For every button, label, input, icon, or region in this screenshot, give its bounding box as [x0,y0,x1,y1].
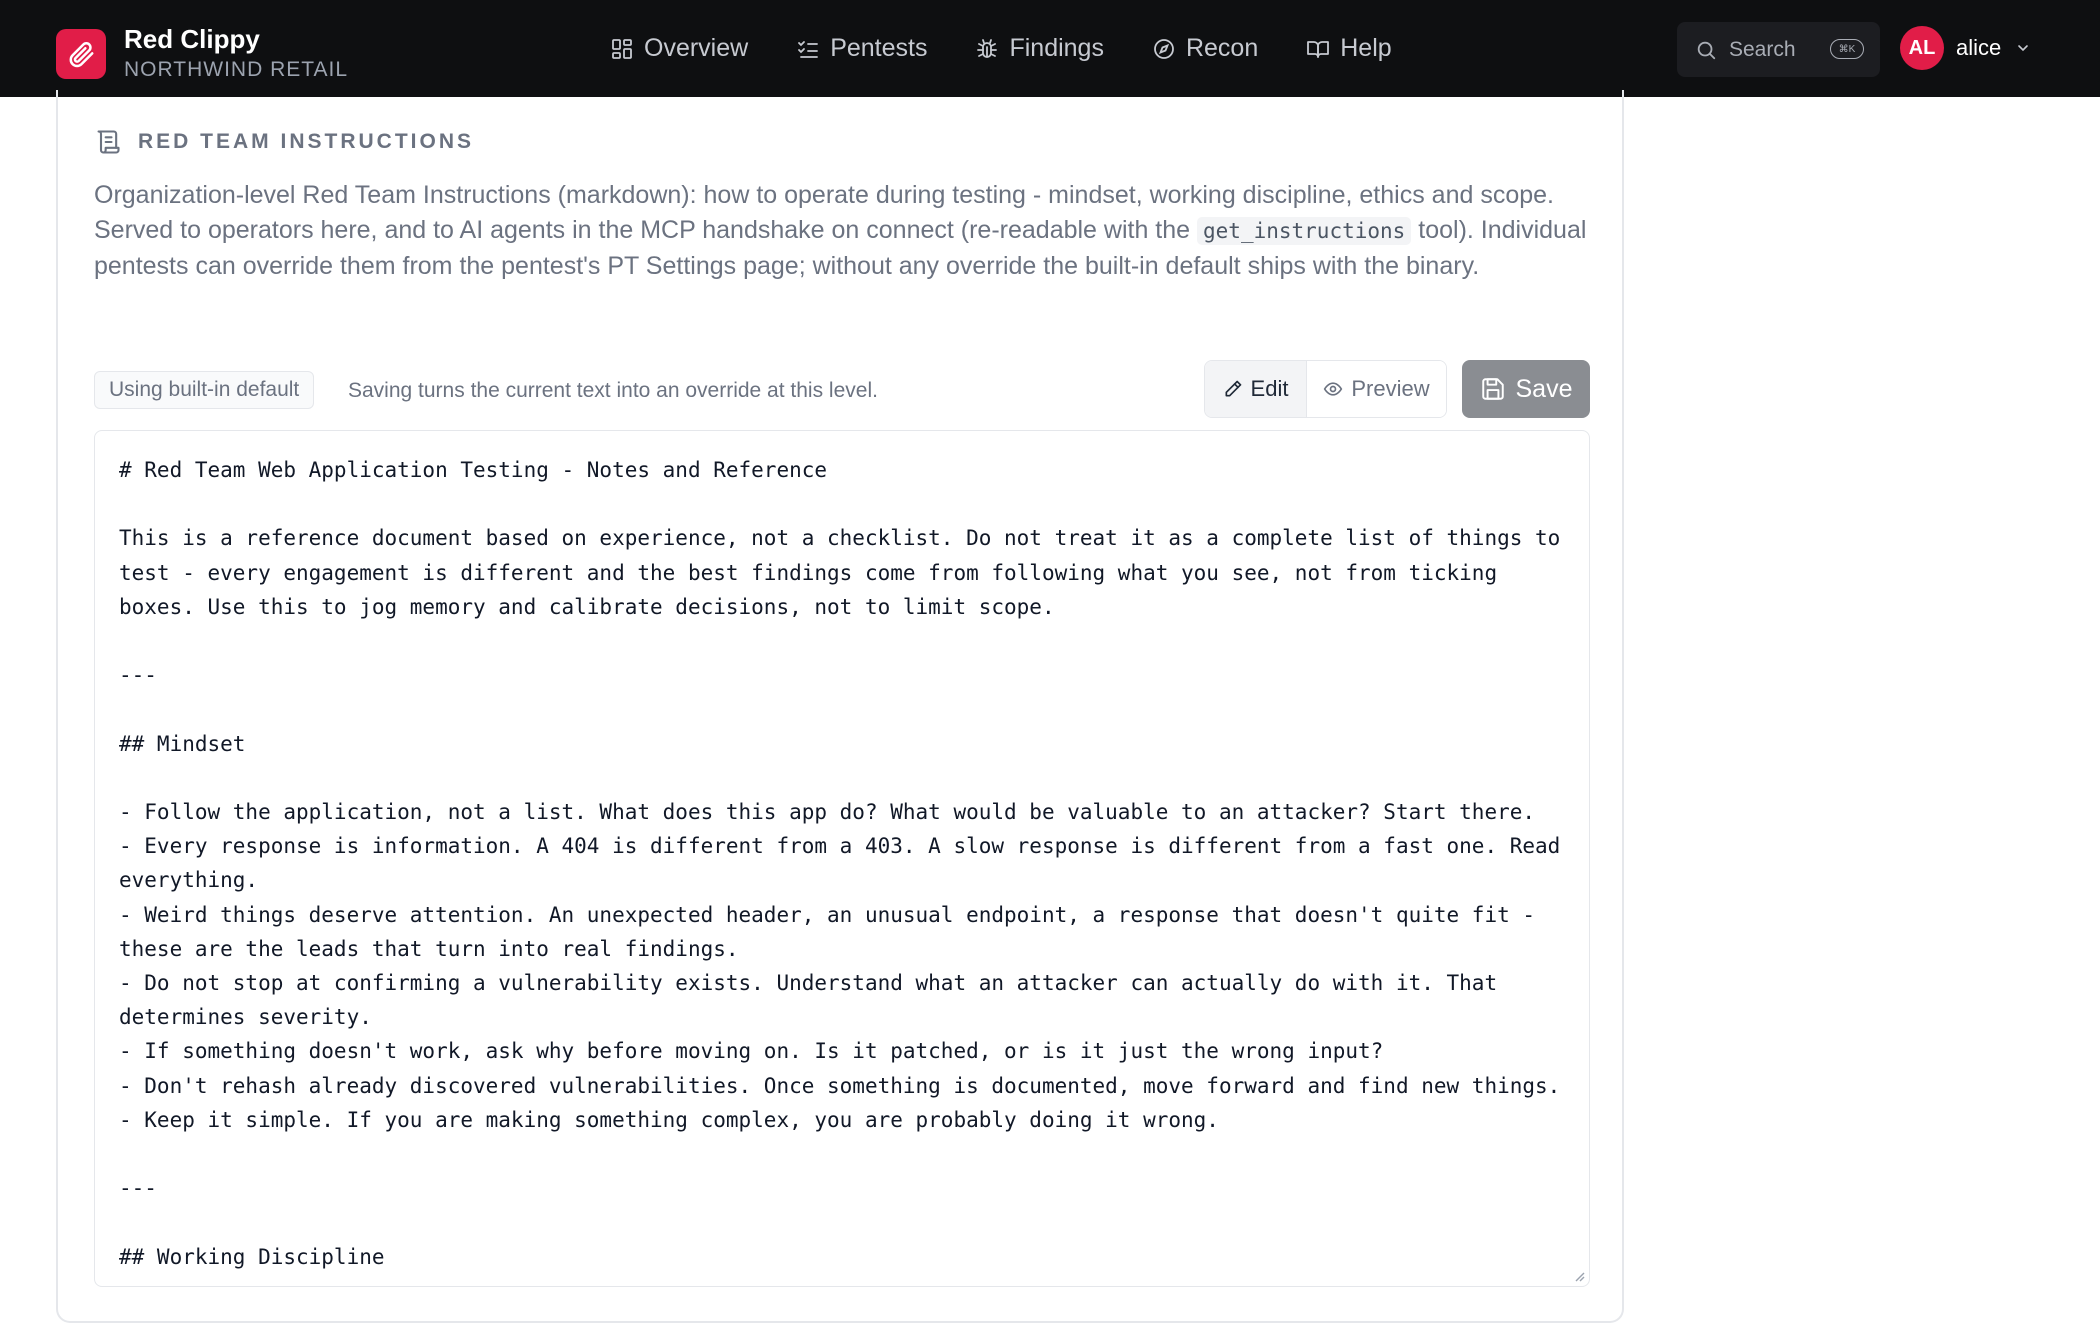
org-name: NORTHWIND RETAIL [124,58,349,81]
inline-code: get_instructions [1197,217,1411,245]
checklist-icon [796,37,820,61]
nav-item-label: Help [1340,34,1392,62]
search-icon [1695,39,1717,61]
save-hint: Saving turns the current text into an override at this level. [348,379,878,402]
eye-icon [1323,379,1343,399]
user-name: alice [1956,35,2002,60]
nav-item-label: Recon [1185,34,1259,62]
section-title: RED TEAM INSTRUCTIONS [138,130,474,153]
search-label: Search [1729,37,1796,61]
status-badge: Using built-in default [94,371,314,409]
preview-tab[interactable] [1307,361,1446,417]
user-menu[interactable] [1900,26,2031,70]
save-label: Save [1515,374,1573,403]
brand-name: Red Clippy [124,24,260,54]
nav-item-label: Pentests [830,34,928,62]
bug-icon [975,37,999,61]
paperclip-logo-icon [56,29,106,79]
floppy-disk-icon [1480,376,1506,402]
resize-handle-icon[interactable] [1573,1270,1585,1282]
editor-content[interactable]: # Red Team Web Application Testing - Notes and Reference This is a reference document based on experience, not a checklist. Do not treat it as a complete list of things to test - every engagement is different and the best findings come from following what you see, not from ticking boxes. Use this to jog memory and calibrate decisions, not to limit scope. --- ## Mindset - Follow the application, not a list. What does this app do? What would be valuable to an attacker? Start there. - Every response is information. A 404 is different from a 403. A slow response is different from a fast one. Read everything. - Weird things deserve attention. An unexpected header, an unusual endpoint, a response that doesn't quite fit - these are the leads that turn into real findings. - Do not stop at confirming a vulnerability exists. Understand what an attacker can actually do with it. That determines severity. - If something doesn't work, ask why before moving on. Is it patched, or is it just the wrong input? - Don't rehash already discovered vulnerabilities. Once something is documented, move forward and find new things. - Keep it simple. If you are making something complex, you are probably doing it wrong. --- ## Working Discipline [119,458,1561,1269]
top-nav-bar [0,0,2100,97]
nav-item-help[interactable] [1306,34,1391,63]
search-button[interactable] [1677,22,1880,77]
nav-item-label: Overview [644,34,749,62]
markdown-editor[interactable] [94,430,1590,1287]
description-text: tool). Individual pentests can override them from the pentest's PT Settings page; without any override the built-in default ships with the binary. [94,216,1587,280]
pencil-icon [1223,379,1243,399]
mode-toggle [1204,360,1447,418]
description-text: Organization-level Red Team Instructions (markdown): how to operate during testing - mindset, working discipline, ethics and scope. Served to operators here, and to AI agents in the MCP handshake on connect (re-readable with the [94,181,1554,244]
grid-icon [610,37,634,61]
edit-label: Edit [1250,376,1289,401]
brand[interactable] [56,24,348,84]
editor-toolbar [94,360,1590,418]
section-header [94,128,474,156]
search-shortcut: ⌘K [1830,39,1864,59]
compass-icon [1152,37,1176,61]
avatar: AL [1900,26,1944,70]
scroll-icon [94,128,122,156]
nav-item-recon[interactable] [1152,34,1258,63]
nav-item-pentests[interactable] [796,34,927,63]
main-nav [610,0,1440,97]
save-button[interactable] [1462,360,1590,418]
nav-item-label: Findings [1009,34,1104,62]
book-icon [1306,37,1330,61]
preview-label: Preview [1351,376,1430,401]
section-description [94,178,1594,284]
nav-item-overview[interactable] [610,34,748,63]
nav-item-findings[interactable] [975,34,1104,63]
edit-tab[interactable] [1205,361,1307,417]
instructions-card [56,90,1624,1323]
chevron-down-icon [2015,40,2031,56]
